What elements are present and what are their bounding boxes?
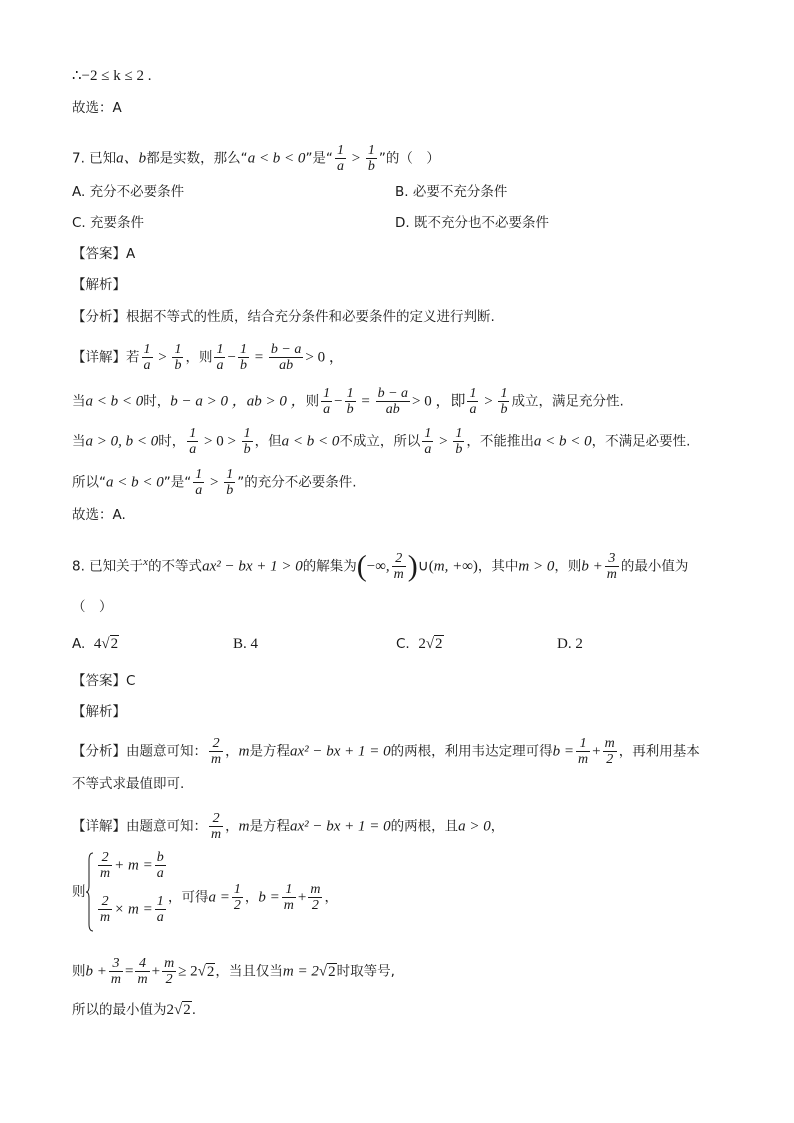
option-b: B. 必要不充分条件	[395, 184, 508, 200]
detail-line: 【详解】由题意可知： $\frac{2}{m}$ ，m是方程ax² − bx + 1 = 0的两根，且a > 0，	[72, 811, 505, 842]
detail-line: 当a > 0, b < 0时， $\frac{1}{a}$ > 0 > $\frac{1}{b}$ ，但a < b < 0不成立，所以 $\frac{1}{a}$ > $\frac{1}{b}$ ，不能推出a < b < 0，不满足必要性.	[72, 426, 691, 457]
text-line: ∴−2 ≤ k ≤ 2 .	[72, 68, 152, 84]
text-line: （ ）	[72, 599, 113, 615]
text-line: 故选：A.	[72, 507, 126, 523]
question-7: 7. 已知a、b都是实数，那么“a < b < 0”是“ $\frac{1}{a}$ > $\frac{1}{b}$ ”的（ ）	[72, 143, 440, 174]
option-c: C. 充要条件	[72, 215, 145, 231]
option-d: D. 既不充分也不必要条件	[395, 215, 549, 231]
equation-1: $\frac{2}{m}$ + m = $\frac{b}{a}$	[100, 850, 164, 881]
answer-label: 【答案】C	[72, 673, 136, 689]
brace-icon	[86, 852, 94, 932]
analysis-text: 【分析】根据不等式的性质，结合充分条件和必要条件的定义进行判断.	[72, 309, 495, 325]
option-d: D. 2	[557, 636, 583, 652]
option-a: A. 4√2	[72, 636, 119, 652]
answer-label: 【答案】A	[72, 246, 136, 262]
detail-line: 则b + $\frac{3}{m}$ = $\frac{4}{m}$ + $\frac{m}{2}$ ≥ 2√2，当且仅当m = 2√2时取等号,	[72, 956, 395, 987]
detail-line: 所以的最小值为2√2.	[72, 1002, 197, 1018]
analysis-label: 【解析】	[72, 704, 126, 720]
option-c: C. 2√2	[396, 636, 443, 652]
option-a: A. 充分不必要条件	[72, 184, 185, 200]
detail-line: 当a < b < 0时，b − a > 0 ，ab > 0 ，则 $\frac{1}{a}$ − $\frac{1}{b}$ = $\frac{b - a}{ab}$ > 0 ，即 $\frac{1}{a}$ > $\frac{1}{b}$ 成立，满足充分性.	[72, 386, 624, 417]
text-line: 则	[72, 884, 86, 900]
detail-line: 【详解】若 $\frac{1}{a}$ > $\frac{1}{b}$ ，则 $\frac{1}{a}$ − $\frac{1}{b}$ = $\frac{b - a}{ab}$ > 0 ，	[72, 342, 344, 373]
analysis-text: 不等式求最值即可.	[72, 776, 185, 792]
detail-line: 所以“a < b < 0”是“ $\frac{1}{a}$ > $\frac{1}{b}$ ”的充分不必要条件.	[72, 467, 357, 498]
analysis-label: 【解析】	[72, 277, 126, 293]
text-line: 故选：A	[72, 100, 122, 116]
option-b: B. 4	[233, 636, 259, 652]
analysis-text: 【分析】由题意可知： $\frac{2}{m}$ ，m是方程ax² − bx + 1 = 0的两根，利用韦达定理可得b = $\frac{1}{m}$ + $\frac{m}{2}$ ，再利用基本	[72, 736, 700, 767]
detail-line: ，可得a = $\frac{1}{2}$ ，b = $\frac{1}{m}$ + $\frac{m}{2}$ ，	[168, 882, 338, 913]
equation-2: $\frac{2}{m}$ × m = $\frac{1}{a}$	[100, 894, 164, 925]
question-8: 8. 已知关于$^x$的不等式ax² − bx + 1 > 0的解集为(−∞, $\frac{2}{m}$ )∪(m, +∞)，其中m > 0，则b + $\frac{3}{m}$ 的最小值为	[72, 549, 689, 583]
